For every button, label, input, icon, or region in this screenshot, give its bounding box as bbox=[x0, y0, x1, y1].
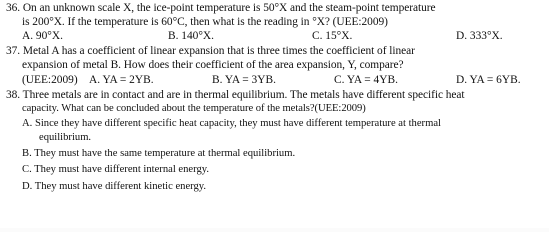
q36-option-a: A. 90°X. bbox=[22, 30, 63, 42]
q37-source: (UEE:2009) bbox=[22, 74, 78, 86]
q36-option-c: C. 15°X. bbox=[312, 30, 353, 42]
q37-option-c: C. YA = 4YB. bbox=[334, 74, 398, 86]
q38-stem-line2: capacity. What can be concluded about the temperature of the metals?(UEE:2009) bbox=[22, 103, 366, 114]
q37-stem-line2: expansion of metal B. How does their coefficient of the area expansion, Y, compare? bbox=[22, 59, 404, 71]
q38-stem-line1: 38. Three metals are in contact and are in thermal equilibrium. The metals have different specific heat bbox=[6, 89, 465, 101]
q38-option-b: B. They must have the same temperature at thermal equilibrium. bbox=[22, 148, 296, 159]
q36-option-d: D. 333°X. bbox=[456, 30, 503, 42]
q38-option-c: C. They must have different internal energy. bbox=[22, 164, 210, 175]
q37-option-a: A. YA = 2YB. bbox=[89, 74, 154, 86]
q38-option-d: D. They must have different kinetic energy. bbox=[22, 181, 207, 192]
q37-option-d: D. YA = 6YB. bbox=[456, 74, 521, 86]
q36-stem-line1: 36. On an unknown scale X, the ice-point temperature is 50°X and the steam-point temperature bbox=[6, 2, 436, 14]
q38-option-a-line2: equilibrium. bbox=[39, 132, 92, 143]
q37-stem-line1: 37. Metal A has a coefficient of linear expansion that is three times the coefficient of linear bbox=[6, 45, 415, 57]
q38-option-a-line1: A. Since they have different specific heat capacity, they must have different temperature at thermal bbox=[22, 118, 441, 129]
q36-stem-line2: is 200°X. If the temperature is 60°C, then what is the reading in °X? (UEE:2009) bbox=[22, 16, 388, 28]
q36-option-b: B. 140°X. bbox=[168, 30, 215, 42]
page-bottom-edge bbox=[0, 228, 549, 232]
q37-option-b: B. YA = 3YB. bbox=[212, 74, 276, 86]
